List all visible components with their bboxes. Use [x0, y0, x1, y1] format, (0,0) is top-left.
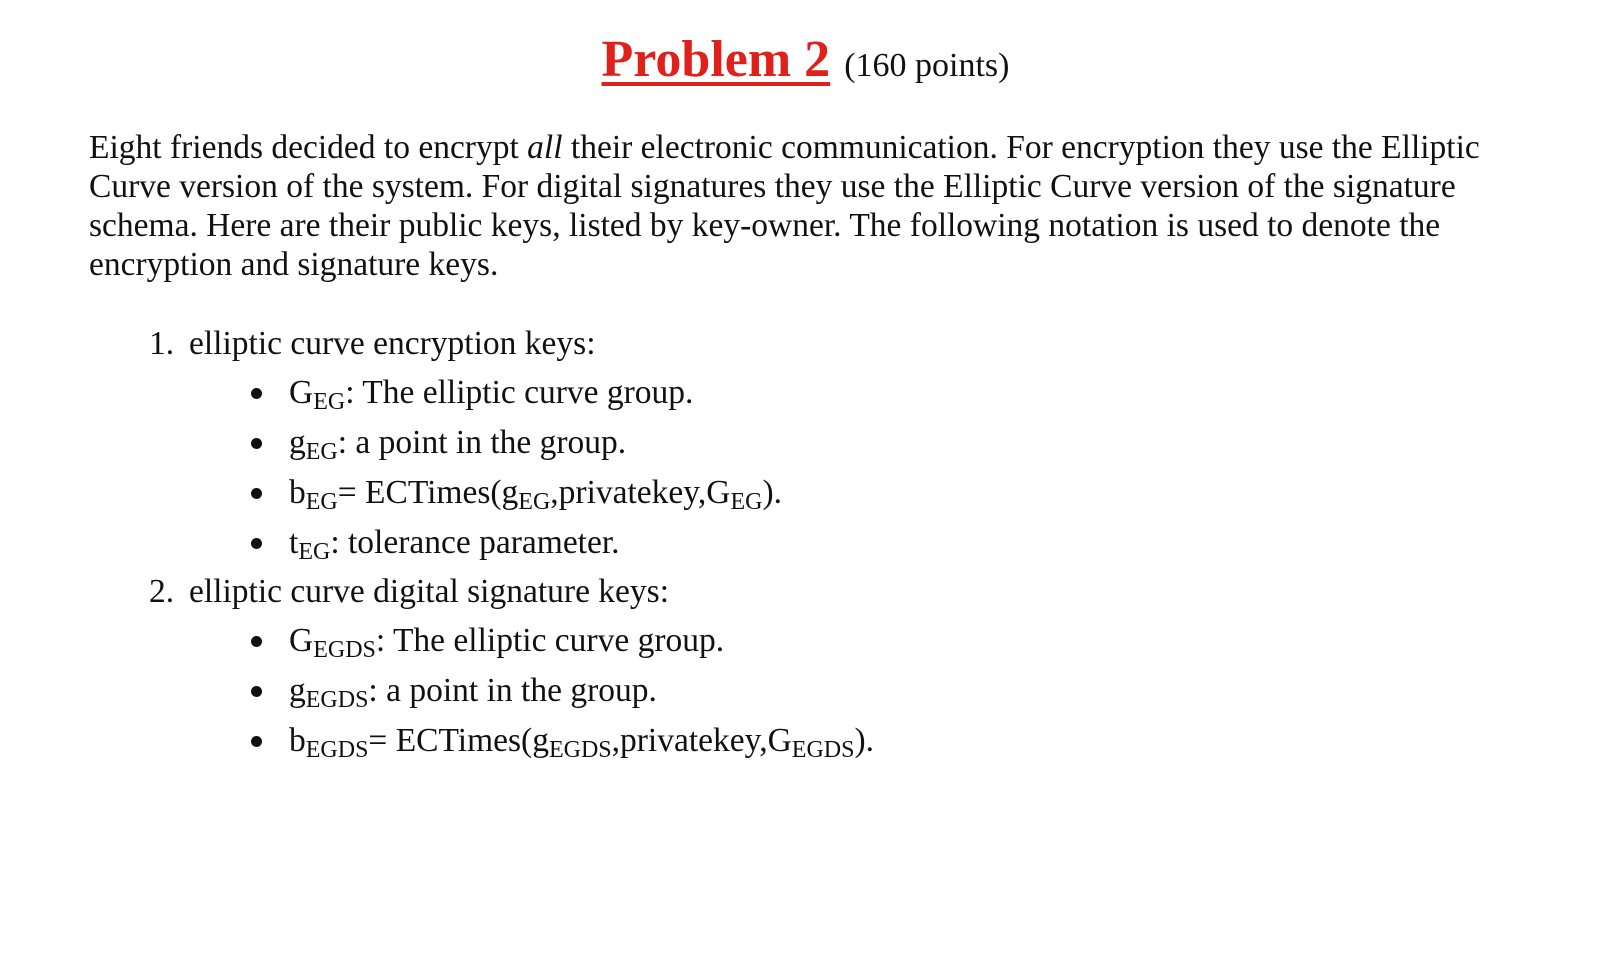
list-item-text: [289, 468, 782, 518]
problem-header: [0, 30, 1611, 89]
item-description: : The elliptic curve group.: [345, 374, 694, 411]
item-description: : The elliptic curve group.: [375, 622, 725, 659]
formula-part: ,privatekey,: [611, 722, 768, 759]
list-item-text: [289, 666, 657, 716]
list-item-text: [289, 716, 874, 766]
key-notation-list: [0, 320, 1611, 766]
formula-part: = ECTimes(: [368, 722, 533, 759]
symbol-subscript: EG: [305, 439, 338, 465]
symbol-base: t: [289, 524, 299, 561]
intro-text-part2: their electronic communication. For encryption they use the Elliptic Curve version of the system. For digital signatures they use the Elliptic Curve version of the signature schema. Here are their public keys, listed by key-owner. The following notation is used to denote the encryption and signature keys.: [89, 129, 1480, 283]
symbol-subscript: EG: [730, 489, 763, 515]
item-description: : a point in the group.: [368, 672, 657, 709]
bullet-icon: [251, 736, 262, 747]
section-label: elliptic curve encryption keys:: [189, 325, 596, 362]
formula-part: = ECTimes(: [337, 474, 502, 511]
symbol-base: G: [767, 722, 792, 759]
symbol-subscript: EGDS: [791, 737, 855, 763]
bullet-icon: [251, 538, 262, 549]
section-label: elliptic curve digital signature keys:: [189, 573, 670, 610]
symbol-base: G: [289, 374, 314, 411]
symbol-subscript: EGDS: [305, 687, 369, 713]
list-item: [0, 716, 1611, 766]
formula-part: ).: [762, 474, 782, 511]
item-description: : a point in the group.: [337, 424, 627, 461]
formula-part: ,privatekey,: [550, 474, 707, 511]
list-item-text: [289, 418, 626, 468]
symbol-base: b: [289, 474, 306, 511]
symbol-subscript: EG: [305, 489, 338, 515]
problem-points: (160 points): [844, 47, 1010, 84]
intro-paragraph: [89, 128, 1529, 284]
symbol-base: b: [289, 722, 306, 759]
symbol-base: g: [501, 474, 519, 511]
bullet-icon: [251, 488, 262, 499]
intro-text-part1: Eight friends decided to encrypt: [89, 129, 528, 166]
bullet-icon: [251, 438, 262, 449]
section-number: 1.: [149, 325, 175, 362]
section-signature-keys: [0, 568, 1611, 616]
formula-part: ).: [854, 722, 874, 759]
list-item: [0, 666, 1611, 716]
symbol-subscript: EG: [518, 489, 551, 515]
list-item: [0, 518, 1611, 568]
symbol-base: g: [532, 722, 549, 759]
symbol-base: G: [289, 622, 314, 659]
problem-title: Problem 2: [601, 31, 831, 88]
bullet-icon: [251, 388, 262, 399]
list-item: [0, 418, 1611, 468]
symbol-base: g: [289, 424, 306, 461]
symbol-base: G: [706, 474, 731, 511]
symbol-subscript: EGDS: [305, 737, 369, 763]
symbol-subscript: EGDS: [313, 637, 376, 663]
list-item: [0, 368, 1611, 418]
list-item: [0, 616, 1611, 666]
section-encryption-keys: [0, 320, 1611, 368]
item-description: : tolerance parameter.: [330, 524, 620, 561]
list-item-text: [289, 518, 620, 568]
section-number: 2.: [149, 573, 175, 610]
list-item: [0, 468, 1611, 518]
symbol-subscript: EG: [313, 389, 346, 415]
intro-emphasis: all: [527, 129, 563, 166]
symbol-base: g: [289, 672, 306, 709]
list-item-text: [289, 616, 724, 666]
symbol-subscript: EGDS: [548, 737, 612, 763]
list-item-text: [289, 368, 693, 418]
bullet-icon: [251, 636, 262, 647]
symbol-subscript: EG: [298, 539, 331, 565]
bullet-icon: [251, 686, 262, 697]
